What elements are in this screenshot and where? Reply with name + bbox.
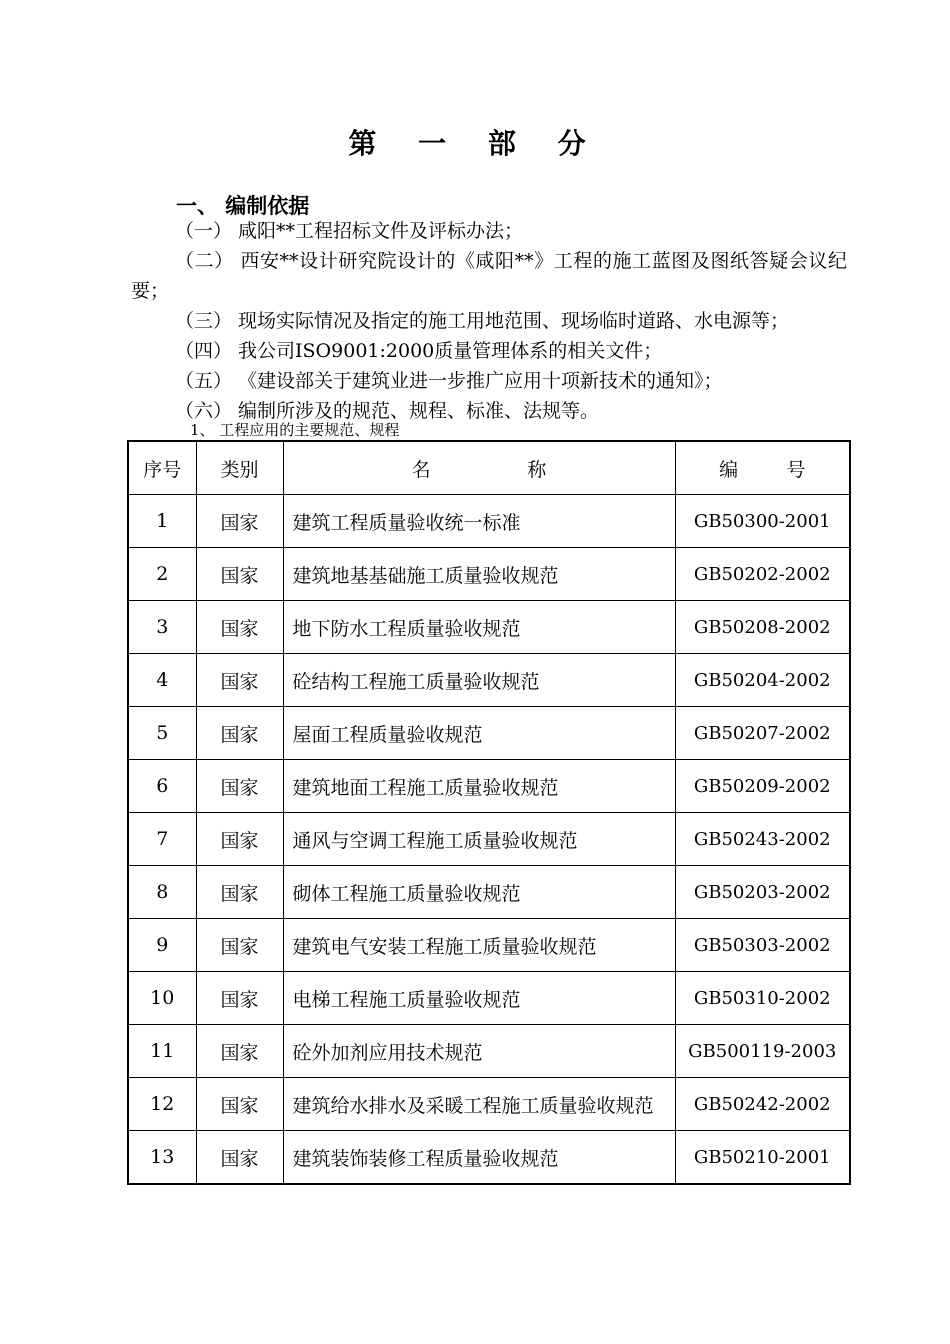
row-name: 砼外加剂应用技术规范: [283, 1025, 675, 1078]
row-code: GB50310-2002: [675, 972, 850, 1025]
row-no: 2: [128, 548, 196, 601]
row-code: GB50204-2002: [675, 654, 850, 707]
row-name: 屋面工程质量验收规范: [283, 707, 675, 760]
table-row: [128, 919, 850, 972]
row-code: GB50208-2002: [675, 601, 850, 654]
table-row: [128, 813, 850, 866]
table-row: [128, 760, 850, 813]
row-name: 建筑电气安装工程施工质量验收规范: [283, 919, 675, 972]
standards-table: [127, 440, 851, 1185]
row-category: 国家: [196, 654, 283, 707]
basis-item: （五） 《建设部关于建筑业进一步推广应用十项新技术的通知》；: [175, 370, 723, 392]
row-name: 砌体工程施工质量验收规范: [283, 866, 675, 919]
basis-item: （三） 现场实际情况及指定的施工用地范围、现场临时道路、水电源等；: [175, 310, 790, 332]
row-name: 建筑地基基础施工质量验收规范: [283, 548, 675, 601]
row-name: 建筑地面工程施工质量验收规范: [283, 760, 675, 813]
header-code: 编 号: [675, 441, 850, 495]
page-title: 第 一 部 分: [348, 127, 602, 160]
table-row: [128, 707, 850, 760]
table-row: [128, 548, 850, 601]
row-no: 3: [128, 601, 196, 654]
row-name: 建筑装饰装修工程质量验收规范: [283, 1131, 675, 1185]
header-name: 名 称: [283, 441, 675, 495]
row-category: 国家: [196, 1078, 283, 1131]
row-no: 7: [128, 813, 196, 866]
table-row: [128, 654, 850, 707]
row-name: 砼结构工程施工质量验收规范: [283, 654, 675, 707]
row-no: 13: [128, 1131, 196, 1185]
row-code: GB50207-2002: [675, 707, 850, 760]
header-no: 序号: [128, 441, 196, 495]
row-name: 建筑工程质量验收统一标准: [283, 495, 675, 548]
row-no: 9: [128, 919, 196, 972]
table-row: [128, 1078, 850, 1131]
row-category: 国家: [196, 707, 283, 760]
row-category: 国家: [196, 495, 283, 548]
row-no: 10: [128, 972, 196, 1025]
row-category: 国家: [196, 866, 283, 919]
row-no: 6: [128, 760, 196, 813]
basis-list: [131, 216, 847, 426]
table-row: [128, 1131, 850, 1185]
row-no: 1: [128, 495, 196, 548]
row-code: GB50210-2001: [675, 1131, 850, 1185]
row-no: 5: [128, 707, 196, 760]
row-category: 国家: [196, 760, 283, 813]
row-code: GB500119-2003: [675, 1025, 850, 1078]
basis-item: （二） 西安**设计研究院设计的《咸阳**》工程的施工蓝图及图纸答疑会议纪要；: [131, 250, 847, 302]
basis-item: （一） 咸阳**工程招标文件及评标办法；: [175, 220, 524, 242]
row-category: 国家: [196, 972, 283, 1025]
row-name: 地下防水工程质量验收规范: [283, 601, 675, 654]
table-row: [128, 1025, 850, 1078]
basis-item: （四） 我公司ISO9001:2000质量管理体系的相关文件；: [175, 340, 663, 362]
row-code: GB50242-2002: [675, 1078, 850, 1131]
row-category: 国家: [196, 1131, 283, 1185]
row-category: 国家: [196, 548, 283, 601]
table-header-row: [128, 441, 850, 495]
row-code: GB50300-2001: [675, 495, 850, 548]
basis-item: （六） 编制所涉及的规范、规程、标准、法规等。: [175, 400, 600, 422]
row-category: 国家: [196, 1025, 283, 1078]
row-no: 8: [128, 866, 196, 919]
row-no: 4: [128, 654, 196, 707]
section-heading: 一、 编制依据: [176, 194, 310, 218]
row-code: GB50303-2002: [675, 919, 850, 972]
row-name: 建筑给水排水及采暖工程施工质量验收规范: [283, 1078, 675, 1131]
row-code: GB50203-2002: [675, 866, 850, 919]
table-row: [128, 601, 850, 654]
row-name: 通风与空调工程施工质量验收规范: [283, 813, 675, 866]
row-category: 国家: [196, 813, 283, 866]
row-code: GB50202-2002: [675, 548, 850, 601]
table-row: [128, 495, 850, 548]
row-code: GB50209-2002: [675, 760, 850, 813]
row-name: 电梯工程施工质量验收规范: [283, 972, 675, 1025]
row-no: 11: [128, 1025, 196, 1078]
row-no: 12: [128, 1078, 196, 1131]
header-category: 类别: [196, 441, 283, 495]
row-code: GB50243-2002: [675, 813, 850, 866]
table-caption: 1、 工程应用的主要规范、规程: [190, 421, 400, 439]
row-category: 国家: [196, 919, 283, 972]
table-body: [128, 495, 850, 1185]
table-row: [128, 972, 850, 1025]
row-category: 国家: [196, 601, 283, 654]
table-row: [128, 866, 850, 919]
